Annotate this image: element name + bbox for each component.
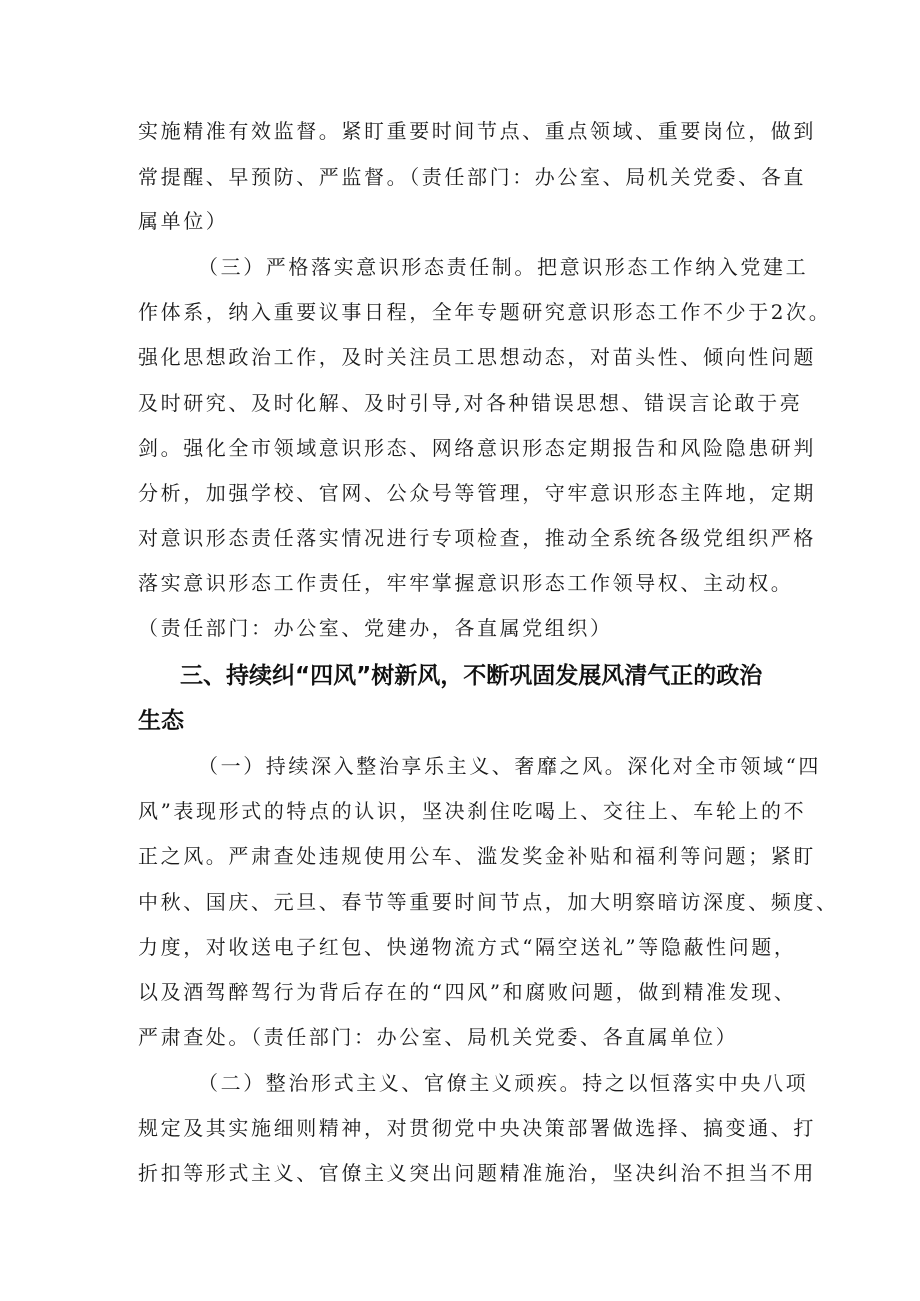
paragraph-1-line-2: 常提醒、早预防、严监督。（责任部门：办公室、局机关党委、各直: [138, 165, 806, 189]
paragraph-2-line-3: 强化思想政治工作，及时关注员工思想动态，对苗头性、倾向性问题: [138, 345, 816, 369]
paragraph-3-line-1: （一）持续深入整治享乐主义、奢靡之风。深化对全市领域“四: [198, 754, 822, 778]
paragraph-3-line-4: 中秋、国庆、元旦、春节等重要时间节点，加大明察暗访深度、频度、: [138, 890, 839, 914]
section-heading-line-1: 三、持续纠“四风”树新风，不断巩固发展风清气正的政治: [180, 663, 763, 689]
paragraph-2-line-2: 作体系，纳入重要议事日程，全年专题研究意识形态工作不少于2次。: [138, 300, 832, 324]
paragraph-3-line-2: 风”表现形式的特点的认识，坚决刹住吃喝上、交往上、车轮上的不: [138, 799, 807, 823]
paragraph-2-line-8: 落实意识形态工作责任，牢牢掌握意识形态工作领导权、主动权。: [138, 571, 794, 595]
paragraph-4-line-3: 折扣等形式主义、官僚主义突出问题精准施治，坚决纠治不担当不用: [138, 1161, 816, 1185]
paragraph-3-line-5: 力度，对收送电子红包、快递物流方式“隔空送礼”等隐蔽性问题，: [138, 935, 797, 959]
paragraph-3-line-7: 严肃查处。（责任部门：办公室、局机关党委、各直属单位）: [138, 1025, 739, 1049]
paragraph-2-line-4: 及时研究、及时化解、及时引导,对各种错误思想、错误言论敢于亮: [138, 391, 803, 415]
paragraph-3-line-3: 正之风。严肃查处违规使用公车、滥发奖金补贴和福利等问题；紧盯: [138, 844, 816, 868]
paragraph-2-line-5: 剑。强化全市领域意识形态、网络意识形态定期报告和风险隐患研判: [138, 436, 816, 460]
paragraph-2-line-9: （责任部门：办公室、党建办，各直属党组织）: [138, 616, 613, 640]
paragraph-2-line-6: 分析，加强学校、官网、公众号等管理，守牢意识形态主阵地，定期: [138, 481, 816, 505]
paragraph-1-line-1: 实施精准有效监督。紧盯重要时间节点、重点领域、重要岗位，做到: [138, 119, 816, 143]
paragraph-4-line-1: （二）整治形式主义、官僚主义顽疾。持之以恒落实中央八项: [198, 1071, 809, 1095]
paragraph-4-line-2: 规定及其实施细则精神，对贯彻党中央决策部署做选择、搞变通、打: [138, 1116, 816, 1140]
paragraph-1-line-3: 属单位）: [138, 209, 229, 233]
paragraph-2-line-7: 对意识形态责任落实情况进行专项检查，推动全系统各级党组织严格: [138, 526, 816, 550]
paragraph-2-line-1: （三）严格落实意识形态责任制。把意识形态工作纳入党建工: [198, 255, 809, 279]
paragraph-3-line-6: 以及酒驾醉驾行为背后存在的“四风”和腐败问题，做到精准发现、: [138, 980, 797, 1004]
section-heading-line-2: 生态: [138, 708, 184, 734]
